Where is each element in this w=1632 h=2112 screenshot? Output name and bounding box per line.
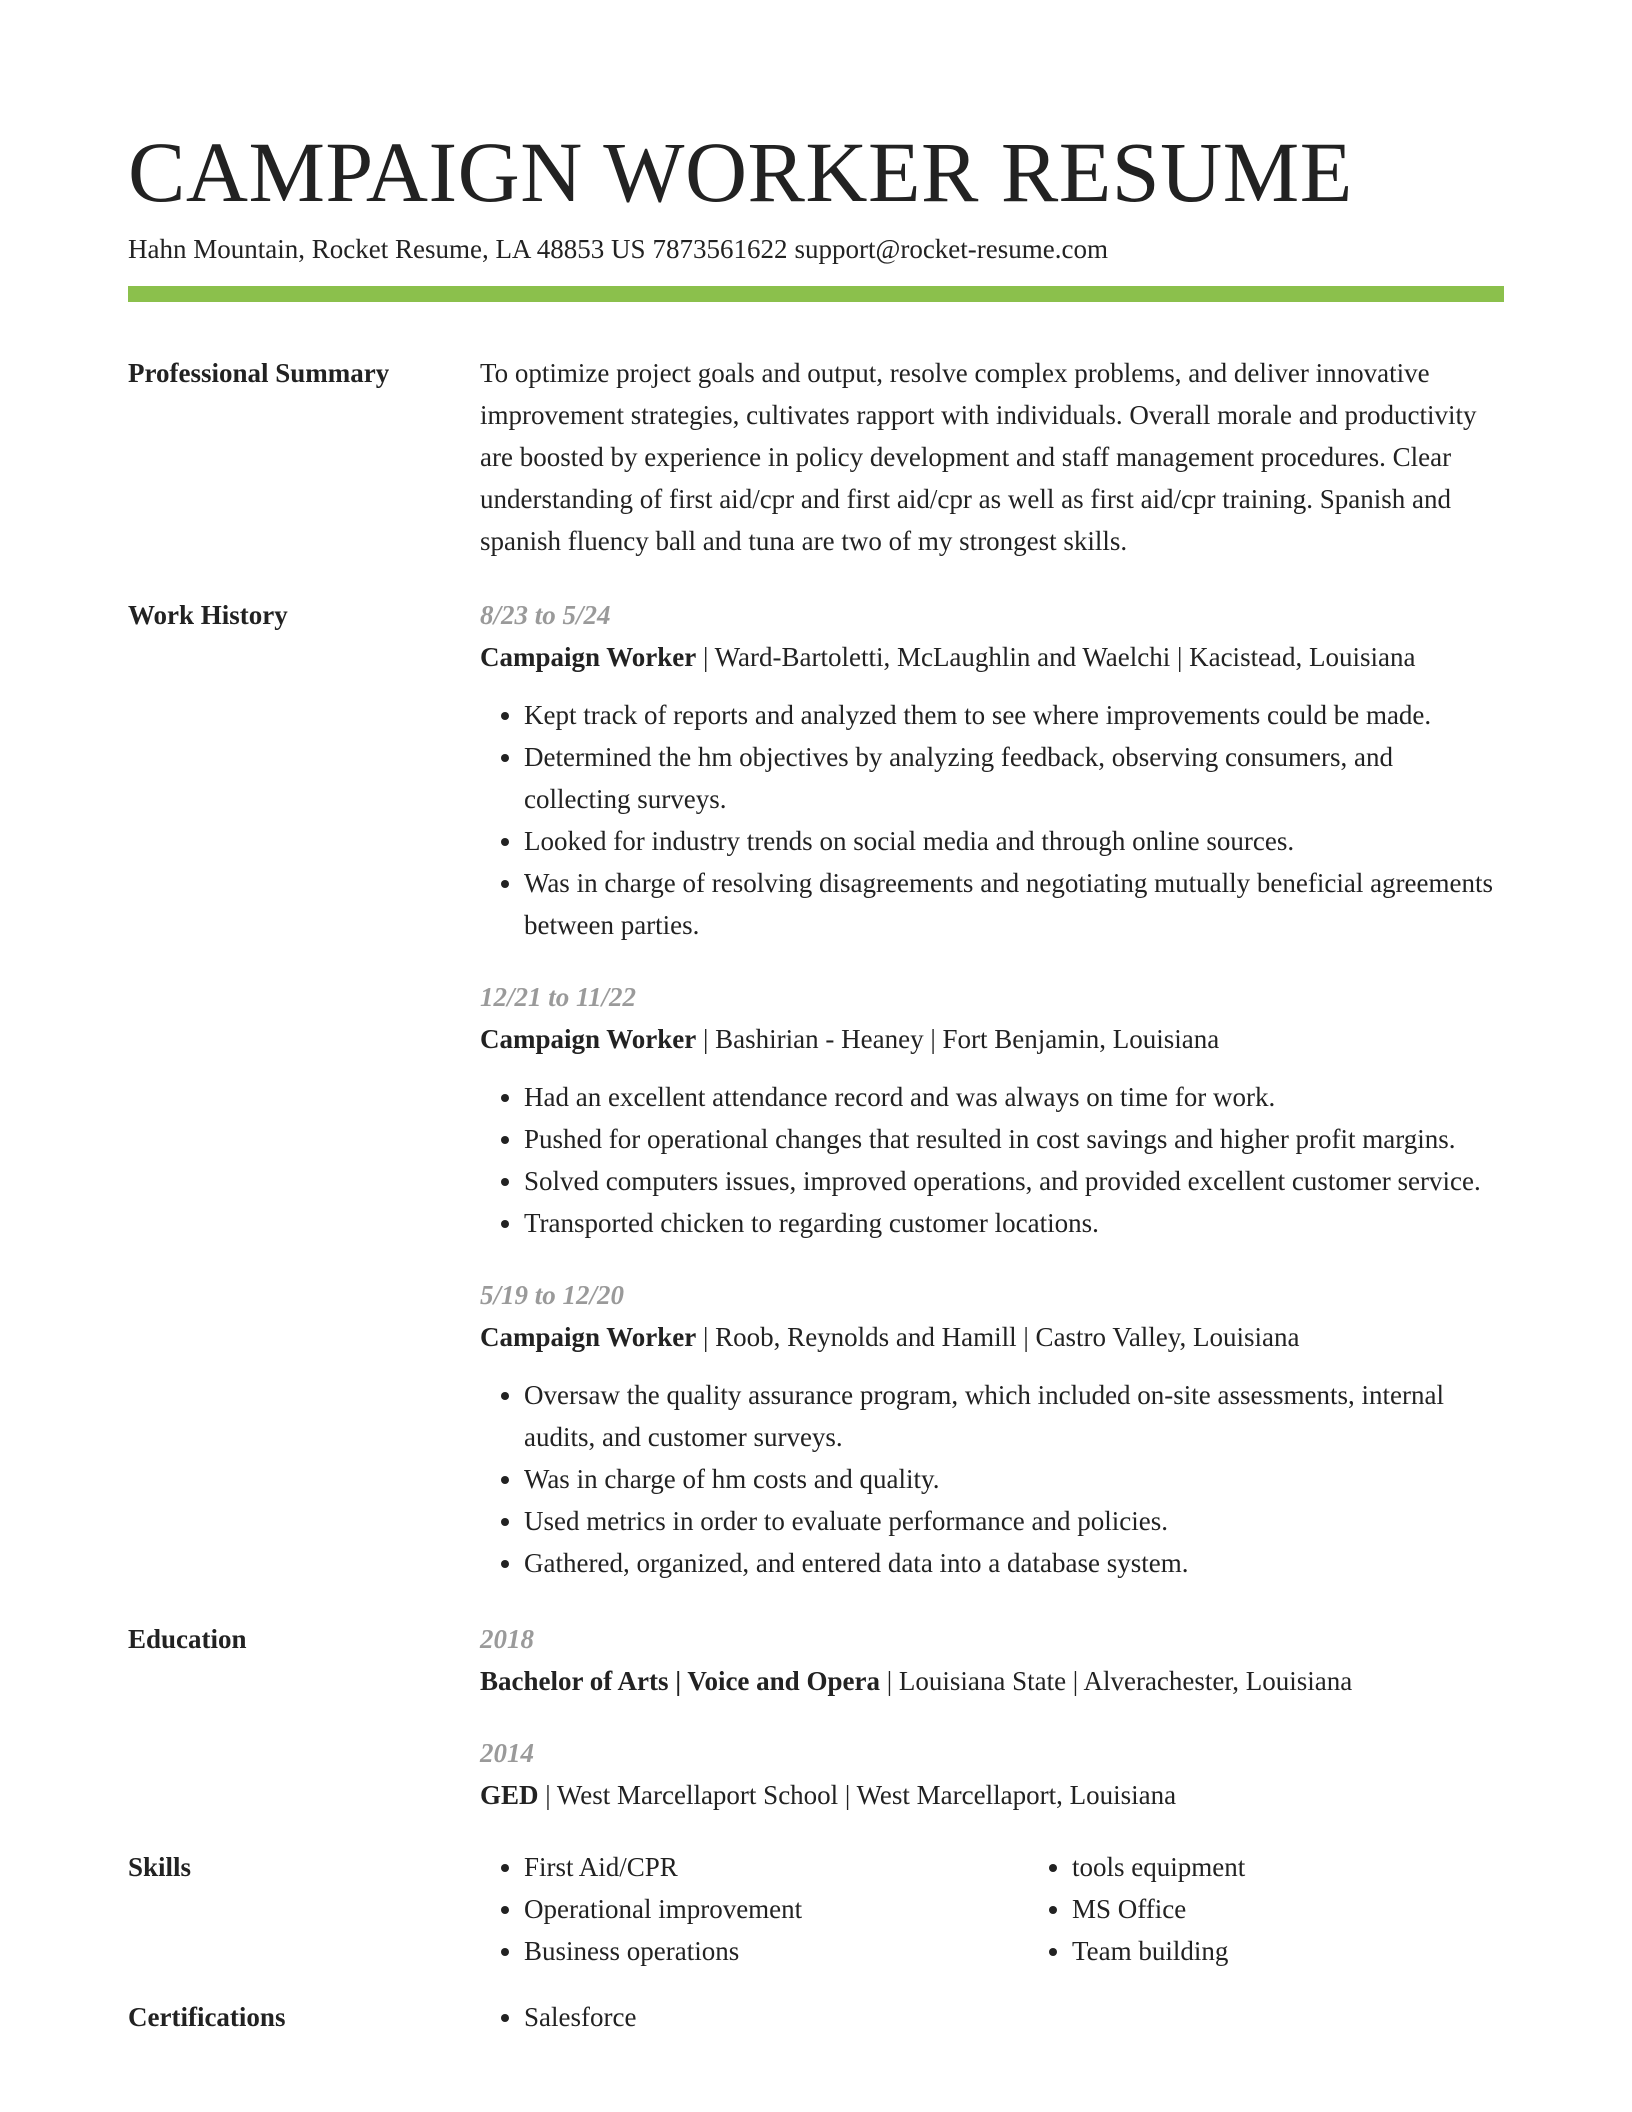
education-degree: GED bbox=[480, 1780, 539, 1810]
list-item: • Salesforce bbox=[524, 1996, 1504, 2038]
job-title: Campaign Worker bbox=[480, 642, 697, 672]
list-item: • Kept track of reports and analyzed them to see where improvements could be made. bbox=[524, 694, 1504, 736]
section-body bbox=[480, 1996, 1504, 2038]
education-year: 2014 bbox=[480, 1738, 534, 1768]
list-item: • Was in charge of hm costs and quality. bbox=[524, 1458, 1504, 1500]
header-divider bbox=[128, 286, 1504, 302]
job-entry bbox=[480, 976, 1504, 1244]
list-item: • Had an excellent attendance record and was always on time for work. bbox=[524, 1076, 1504, 1118]
job-role-line bbox=[480, 636, 1504, 678]
list-item: • Transported chicken to regarding customer locations. bbox=[524, 1202, 1504, 1244]
education-year: 2018 bbox=[480, 1624, 534, 1654]
skills-grid bbox=[480, 1846, 1504, 1972]
section-label: Certifications bbox=[128, 2002, 286, 2032]
list-item: • MS Office bbox=[1072, 1888, 1245, 1930]
contact-address: Hahn Mountain, Rocket Resume, LA 48853 US bbox=[128, 234, 646, 264]
section-certifications bbox=[128, 1996, 1504, 2038]
list-item: • Team building bbox=[1072, 1930, 1245, 1972]
education-degree: Bachelor of Arts | Voice and Opera bbox=[480, 1666, 880, 1696]
education-line bbox=[480, 1774, 1504, 1816]
job-dates: 8/23 to 5/24 bbox=[480, 600, 611, 630]
certifications-list bbox=[480, 1996, 1504, 2038]
page-title: CAMPAIGN WORKER RESUME bbox=[128, 124, 1353, 220]
job-entry bbox=[480, 1274, 1504, 1584]
education-entry bbox=[480, 1618, 1504, 1702]
job-bullets bbox=[480, 1076, 1504, 1244]
job-role-line bbox=[480, 1018, 1504, 1060]
section-education bbox=[128, 1618, 1504, 1816]
job-dates: 12/21 to 11/22 bbox=[480, 982, 637, 1012]
section-body bbox=[480, 594, 1504, 1584]
job-role-line bbox=[480, 1316, 1504, 1358]
job-details: | Bashirian - Heaney | Fort Benjamin, Louisiana bbox=[696, 1024, 1220, 1054]
resume-page bbox=[128, 0, 1504, 2038]
list-item: • Solved computers issues, improved operations, and provided excellent customer service. bbox=[524, 1160, 1504, 1202]
section-label: Professional Summary bbox=[128, 358, 390, 388]
job-details: | Ward-Bartoletti, McLaughlin and Waelchi | Kacistead, Louisiana bbox=[696, 642, 1416, 672]
job-details: | Roob, Reynolds and Hamill | Castro Valley, Louisiana bbox=[696, 1322, 1300, 1352]
education-line bbox=[480, 1660, 1504, 1702]
list-item: • Looked for industry trends on social media and through online sources. bbox=[524, 820, 1504, 862]
list-item: • Operational improvement bbox=[524, 1888, 1028, 1930]
job-entry bbox=[480, 594, 1504, 946]
job-title: Campaign Worker bbox=[480, 1024, 697, 1054]
section-label: Work History bbox=[128, 600, 288, 630]
section-professional-summary bbox=[128, 352, 1504, 562]
skills-column-2 bbox=[1028, 1846, 1245, 1972]
section-body bbox=[480, 1846, 1504, 1972]
section-skills bbox=[128, 1846, 1504, 1972]
list-item: • Gathered, organized, and entered data into a database system. bbox=[524, 1542, 1504, 1584]
section-work-history bbox=[128, 594, 1504, 1584]
summary-text: To optimize project goals and output, resolve complex problems, and deliver innovative improvement strategies, cultivates rapport with individuals. Overall morale and productivity are boosted by experience in policy development and staff management procedures. Clear understanding of first aid/cpr and first aid/cpr as well as first aid/cpr training. Spanish and spanish fluency ball and tuna are two of my strongest skills. bbox=[480, 358, 1477, 556]
list-item: • First Aid/CPR bbox=[524, 1846, 1028, 1888]
list-item: • Was in charge of resolving disagreements and negotiating mutually beneficial agreements between parties. bbox=[524, 862, 1504, 946]
list-item: • Pushed for operational changes that resulted in cost savings and higher profit margins. bbox=[524, 1118, 1504, 1160]
job-title: Campaign Worker bbox=[480, 1322, 697, 1352]
list-item: • Oversaw the quality assurance program, which included on-site assessments, internal audits, and customer surveys. bbox=[524, 1374, 1504, 1458]
education-details: | West Marcellaport School | West Marcellaport, Louisiana bbox=[538, 1780, 1177, 1810]
section-label: Education bbox=[128, 1624, 247, 1654]
education-details: | Louisiana State | Alverachester, Louisiana bbox=[879, 1666, 1353, 1696]
section-body bbox=[480, 1618, 1504, 1816]
contact-email: support@rocket-resume.com bbox=[794, 234, 1108, 264]
job-bullets bbox=[480, 694, 1504, 946]
section-body bbox=[480, 352, 1504, 562]
section-label: Skills bbox=[128, 1852, 192, 1882]
list-item: • Used metrics in order to evaluate performance and policies. bbox=[524, 1500, 1504, 1542]
contact-phone: 7873561622 bbox=[652, 234, 788, 264]
skills-column-1 bbox=[480, 1846, 1028, 1972]
list-item: • Business operations bbox=[524, 1930, 1028, 1972]
job-dates: 5/19 to 12/20 bbox=[480, 1280, 625, 1310]
contact-line bbox=[128, 232, 1504, 266]
education-entry bbox=[480, 1732, 1504, 1816]
list-item: • tools equipment bbox=[1072, 1846, 1245, 1888]
list-item: • Determined the hm objectives by analyzing feedback, observing consumers, and collecting surveys. bbox=[524, 736, 1504, 820]
job-bullets bbox=[480, 1374, 1504, 1584]
